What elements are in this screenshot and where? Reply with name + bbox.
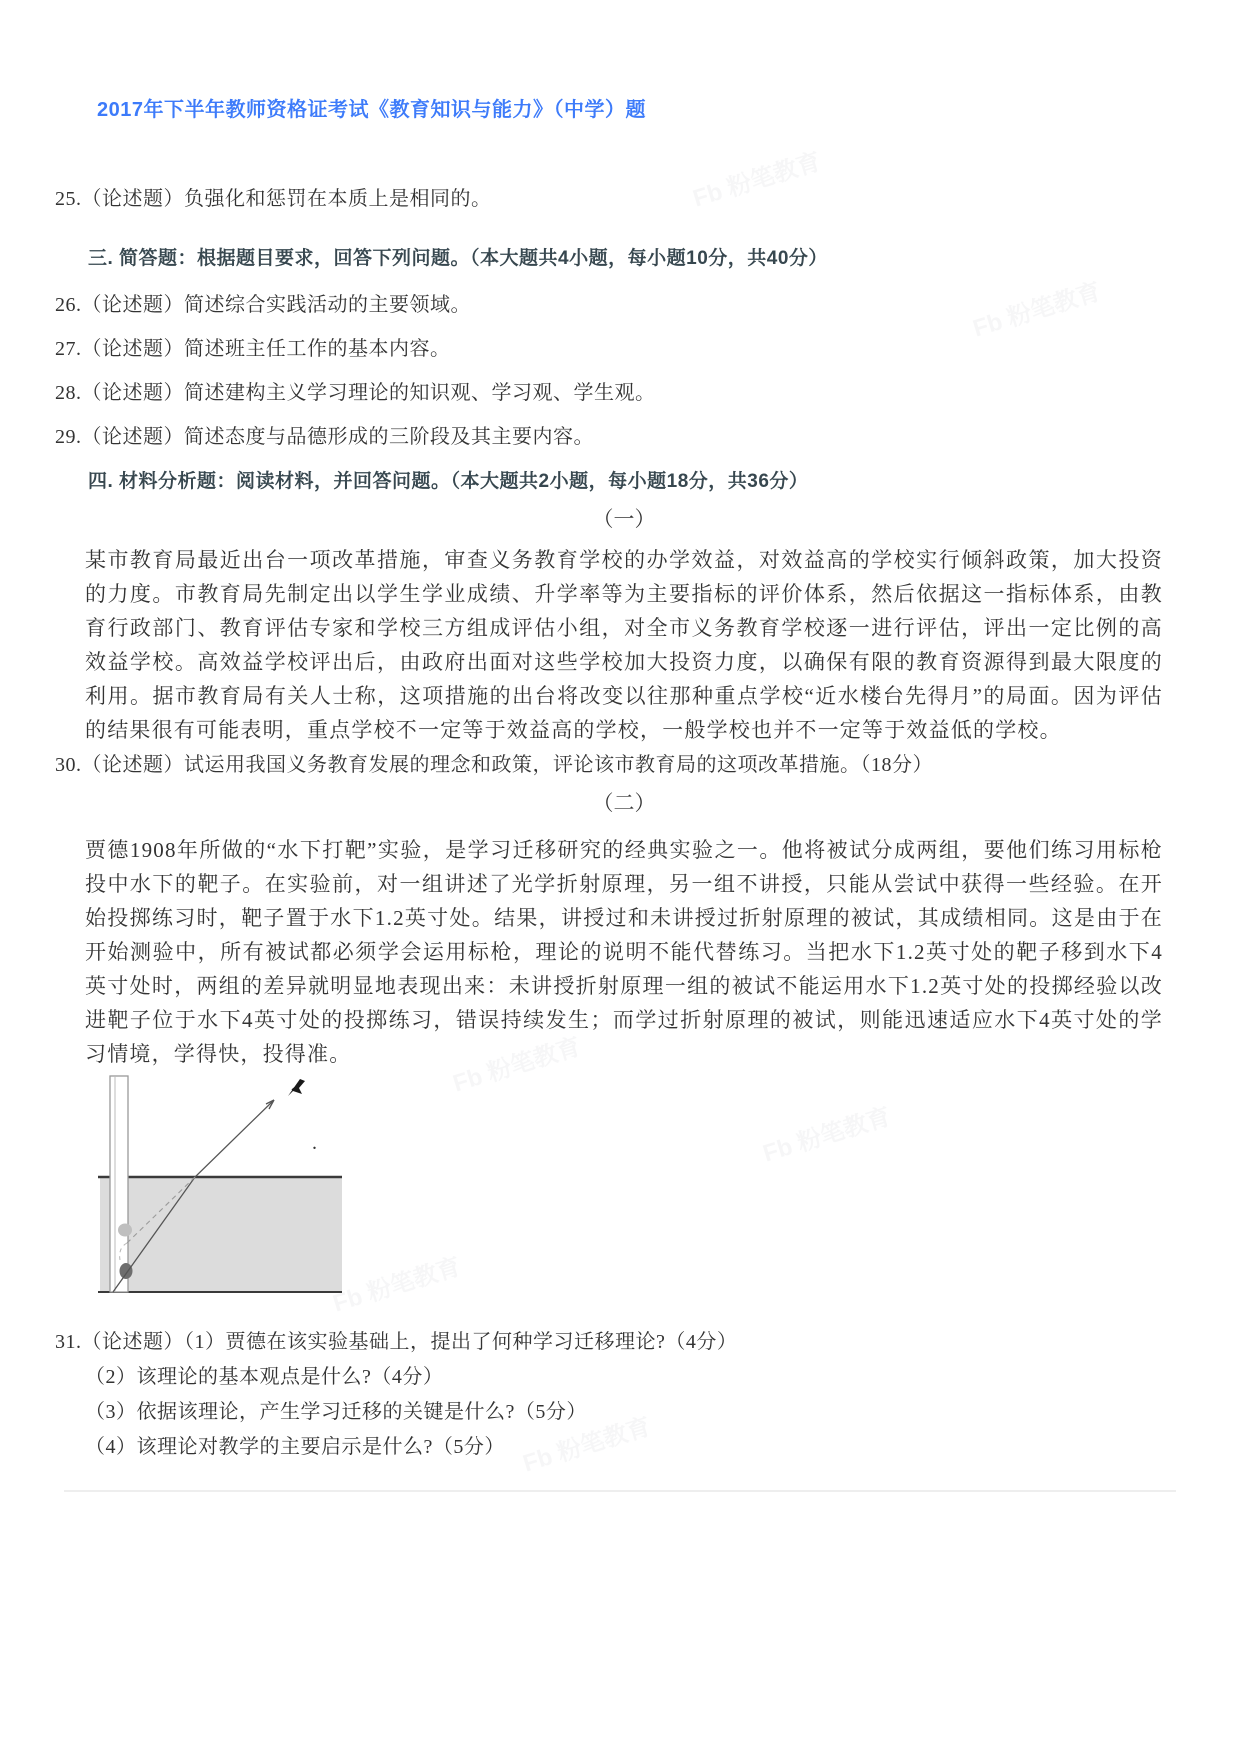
question-31-sub-3: （3）依据该理论，产生学习迁移的关键是什么?（5分） [85, 1401, 587, 1423]
material-one-label: （一） [592, 507, 656, 531]
watermark-text: Fb 粉笔教育 [759, 1103, 894, 1168]
question-25: 25.（论述题）负强化和惩罚在本质上是相同的。 [55, 188, 492, 210]
watermark-text: Fb 粉笔教育 [689, 148, 824, 213]
figure-trailing-period: . [312, 1132, 317, 1154]
dart-icon [288, 1079, 305, 1096]
refraction-experiment-figure [96, 1060, 356, 1300]
question-31-sub-4: （4）该理论对教学的主要启示是什么?（5分） [85, 1436, 505, 1458]
question-26: 26.（论述题）简述综合实践活动的主要领域。 [55, 294, 471, 316]
target-pole [110, 1076, 128, 1292]
apparent-target-dot [118, 1224, 132, 1237]
question-31: 31.（论述题）（1）贾德在该实验基础上，提出了何种学习迁移理论?（4分） [55, 1331, 738, 1353]
watermark-text: Fb 粉笔教育 [969, 278, 1104, 343]
water-body [100, 1177, 342, 1293]
watermark-text: Fb 粉笔教育 [329, 1253, 464, 1318]
bottom-divider [64, 1490, 1176, 1492]
watermark-text: Fb 粉笔教育 [449, 1033, 584, 1098]
question-28: 28.（论述题）简述建构主义学习理论的知识观、学习观、学生观。 [55, 382, 656, 404]
question-31-sub-2: （2）该理论的基本观点是什么?（4分） [85, 1366, 444, 1388]
question-29: 29.（论述题）简述态度与品德形成的三阶段及其主要内容。 [55, 426, 594, 448]
watermark-text: Fb 粉笔教育 [519, 1413, 654, 1478]
page-title: 2017年下半年教师资格证考试《教育知识与能力》（中学）题 [97, 99, 646, 121]
section-four-heading: 四. 材料分析题：阅读材料，并回答问题。（本大题共2小题，每小题18分，共36分） [88, 471, 809, 492]
refraction-diagram [96, 1060, 356, 1300]
material-two-label: （二） [592, 791, 656, 815]
question-30: 30.（论述题）试运用我国义务教育发展的理念和政策，评论该市教育局的这项改革措施。（18分） [55, 754, 933, 776]
section-three-heading: 三. 简答题：根据题目要求，回答下列问题。（本大题共4小题，每小题10分，共40分） [88, 248, 828, 269]
actual-target-dot [120, 1263, 133, 1279]
material-one-paragraph: 某市教育局最近出台一项改革措施，审查义务教育学校的办学效益，对效益高的学校实行倾斜政策，加大投资的力度。市教育局先制定出以学生学业成绩、升学率等为主要指标的评价体系，然后依据这一指标体系，由教育行政部门、教育评估专家和学校三方组成评估小组，对全市义务教育学校逐一进行评估，评出一定比例的高效益学校。高效益学校评出后，由政府出面对这些学校加大投资力度，以确保有限的教育资源得到最大限度的利用。据市教育局有关人士称，这项措施的出台将改变以往那种重点学校“近水楼台先得月”的局面。因为评估的结果很有可能表明，重点学校不一定等于效益高的学校，一般学校也并不一定等于效益低的学校。 [85, 548, 1163, 742]
material-two-paragraph: 贾德1908年所做的“水下打靶”实验，是学习迁移研究的经典实验之一。他将被试分成两组，要他们练习用标枪投中水下的靶子。在实验前，对一组讲述了光学折射原理，另一组不讲授，只能从尝试中获得一些经验。在开始投掷练习时，靶子置于水下1.2英寸处。结果，讲授过和未讲授过折射原理的被试，其成绩相同。这是由于在开始测验中，所有被试都必须学会运用标枪，理论的说明不能代替练习。当把水下1.2英寸处的靶子移到水下4英寸处时，两组的差异就明显地表现出来：未讲授折射原理一组的被试不能运用水下1.2英寸处的投掷经验以改进靶子位于水下4英寸处的投掷练习，错误持续发生；而学过折射原理的被试，则能迅速适应水下4英寸处的学习情境，学得快，投得准。 [85, 838, 1163, 1066]
question-27: 27.（论述题）简述班主任工作的基本内容。 [55, 338, 451, 360]
